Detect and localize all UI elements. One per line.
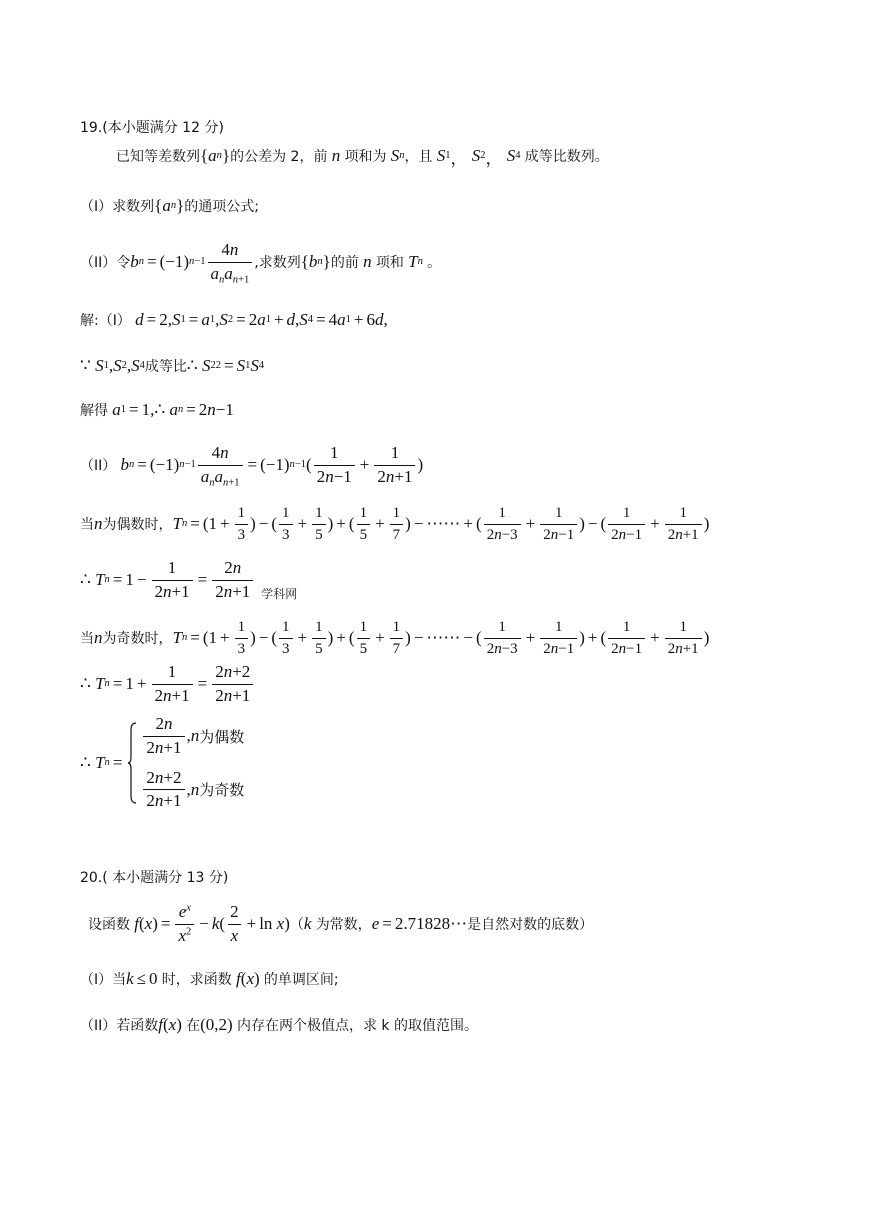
math-bn-def: b n = (−1) n−1 4n $a_na_{n+1}$ [130,241,254,283]
watermark-text: 学科网 [261,587,298,601]
math-an-set: { a n } [200,146,231,165]
left-brace [127,722,137,804]
